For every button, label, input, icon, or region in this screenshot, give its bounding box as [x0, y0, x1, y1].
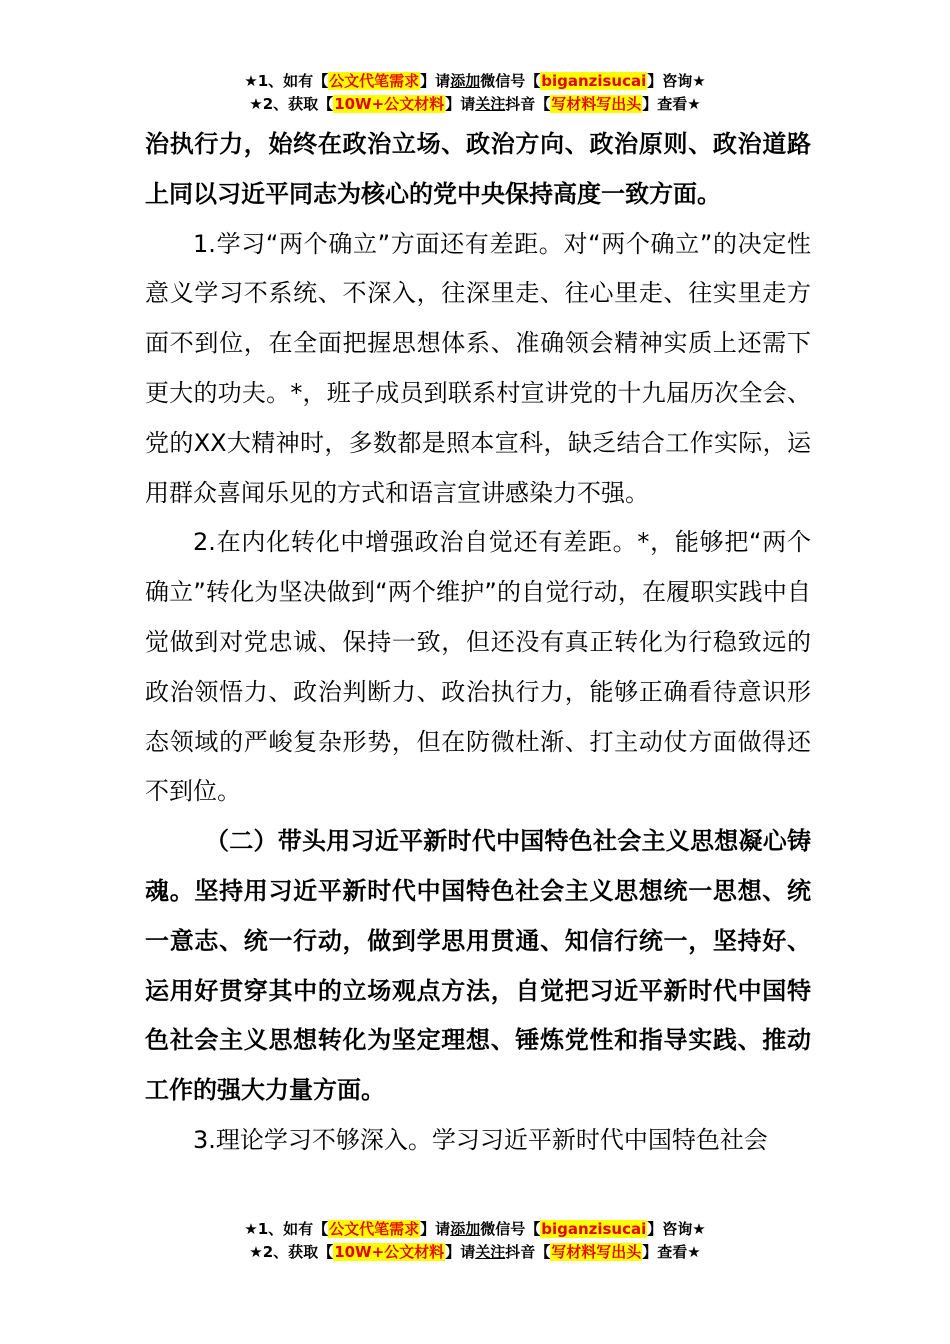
- banner-highlight-service: 公文代笔需求: [329, 1220, 420, 1238]
- banner-text: 】请: [420, 72, 451, 90]
- paragraph-item-3: 3.理论学习不够深入。学习习近平新时代中国特色社会: [193, 1125, 768, 1154]
- banner-text: 】请: [420, 1220, 451, 1238]
- banner-text: ★2、获取【: [249, 95, 334, 113]
- paragraph-item-1: 1.学习“两个确立”方面还有差距。对“两个确立”的决定性意义学习不系统、不深入，往深里走、往心里走、往实里走方面不到位，在全面把握思想体系、准确领会精神实质上还需下更大的功夫。*，班子成员到联系村宣讲党的十九届历次全会、党的XX大精神时，多数都是照本宣科，缺乏结合工作实际，运用群众喜闻乐见的方式和语言宣讲感染力不强。: [145, 229, 811, 507]
- banner-text: 抖音【: [505, 95, 551, 113]
- banner-underline-text: 添加: [450, 72, 481, 90]
- banner-text: 微信号【: [480, 72, 541, 90]
- banner-text: 】请: [445, 1243, 476, 1261]
- header-banner-line-1: [0, 70, 950, 93]
- paragraph-bold-continuation: 治执行力，始终在政治立场、政治方向、政治原则、政治道路上同以习近平同志为核心的党中央保持高度一致方面。: [145, 130, 811, 208]
- banner-highlight-materials: 10W+公文材料: [334, 95, 445, 113]
- banner-highlight-douyin-account: 写材料写出头: [551, 95, 642, 113]
- header-banner-line-2: [0, 93, 950, 116]
- banner-highlight-service: 公文代笔需求: [329, 72, 420, 90]
- banner-text: 】请: [445, 95, 476, 113]
- section-heading-2: （二）带头用习近平新时代中国特色社会主义思想凝心铸魂。坚持用习近平新时代中国特色社会主义思想统一思想、统一意志、统一行动，做到学思用贯通、知信行统一，坚持好、运用好贯穿其中的立场观点方法，自觉把习近平新时代中国特色社会主义思想转化为坚定理想、锤炼党性和指导实践、推动工作的强大力量方面。: [145, 827, 811, 1105]
- banner-highlight-materials: 10W+公文材料: [334, 1243, 445, 1261]
- banner-text: 】咨询★: [647, 72, 706, 90]
- paragraph-item-2: 2.在内化转化中增强政治自觉还有差距。*，能够把“两个确立”转化为坚决做到“两个维护”的自觉行动，在履职实践中自觉做到对党忠诚、保持一致，但还没有真正转化为行稳致远的政治领悟力、政治判断力、政治执行力，能够正确看待意识形态领域的严峻复杂形势，但在防微杜渐、打主动仗方面做得还不到位。: [145, 528, 811, 806]
- document-body: [145, 120, 811, 1166]
- banner-underline-text: 添加: [450, 1220, 481, 1238]
- banner-highlight-douyin-account: 写材料写出头: [551, 1243, 642, 1261]
- banner-text: 】查看★: [642, 1243, 701, 1261]
- banner-text: ★1、如有【: [244, 72, 329, 90]
- banner-text: 】咨询★: [647, 1220, 706, 1238]
- header-banner: [0, 70, 950, 116]
- banner-underline-text: 关注: [475, 95, 506, 113]
- footer-banner-line-2: [0, 1241, 950, 1264]
- banner-text: ★1、如有【: [244, 1220, 329, 1238]
- banner-text: 】查看★: [642, 95, 701, 113]
- footer-banner: [0, 1218, 950, 1264]
- banner-text: ★2、获取【: [249, 1243, 334, 1261]
- banner-underline-text: 关注: [475, 1243, 506, 1261]
- banner-text: 微信号【: [480, 1220, 541, 1238]
- footer-banner-line-1: [0, 1218, 950, 1241]
- banner-highlight-wechat-id: biganzisucai: [541, 72, 647, 90]
- banner-highlight-wechat-id: biganzisucai: [541, 1220, 647, 1238]
- banner-text: 抖音【: [505, 1243, 551, 1261]
